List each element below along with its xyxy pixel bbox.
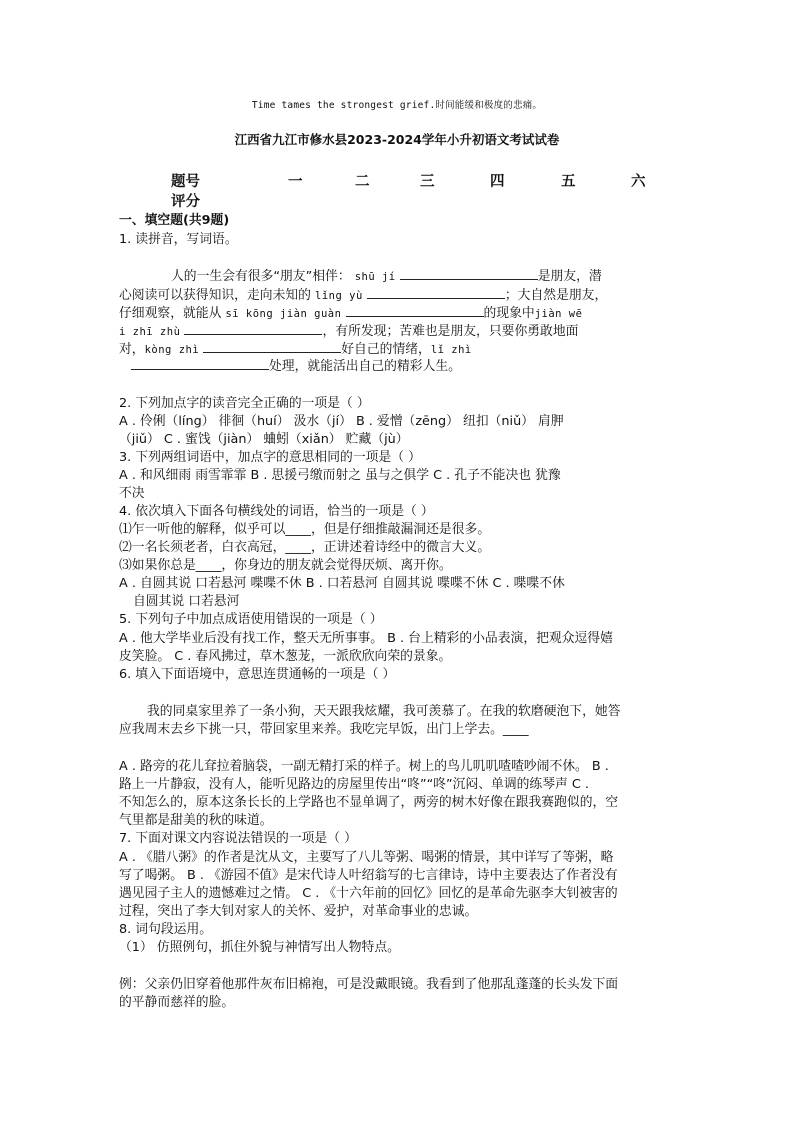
question-7-options-1: A . 《腊八粥》的作者是沈从文，主要写了八儿等粥、喝粥的情景，其中详写了等粥，略 (119, 850, 614, 865)
question-3-options-2: 不决 (119, 486, 145, 501)
question-1-line-1: 人的一生会有很多“朋友”相伴： shū jí 是朋友，潜 (171, 269, 602, 284)
question-5-options-2: 皮笑脸。 C . 春风拂过，草木葱茏，一派欣欣向荣的景象。 (119, 649, 452, 664)
question-8-example-2: 的平静而慈祥的脸。 (119, 995, 235, 1010)
answer-blank[interactable] (203, 340, 341, 353)
question-2-options-1: A . 伶俐（líng） 徘徊（huí） 汲水（jí） B . 爱憎（zēng） 纽扣（niǔ） 肩胛 (119, 414, 564, 429)
question-4-stem: 4. 依次填入下面各句横线处的词语，恰当的一项是（ ） (119, 504, 434, 519)
exam-title: 江西省九江市修水县2023-2024学年小升初语文考试试卷 (234, 132, 560, 147)
question-4-options-2: 自圆其说 口若悬河 (133, 594, 240, 609)
answer-blank[interactable] (400, 267, 538, 280)
question-6-passage-1: 我的同桌家里养了一条小狗，天天跟我炫耀，我可羡慕了。在我的软磨硬泡下，她答 (147, 704, 621, 719)
question-1-stem: 1. 读拼音，写词语。 (119, 232, 238, 247)
question-6-options-3: 不知怎么的，原本这条长长的上学路也不显单调了，两旁的树木好像在跟我赛跑似的，空 (119, 795, 619, 810)
score-col-3: 三 (420, 174, 435, 190)
motto: Time tames the strongest grief.时间能缓和极度的悲痛。 (251, 100, 543, 111)
question-4-sentence-2: ⑵一名长须老者，白衣高冠，____，正讲述着诗经中的微言大义。 (119, 540, 491, 555)
answer-blank[interactable] (346, 304, 484, 317)
question-2-options-2: （jiǔ） C . 蜜饯（jiàn） 蛐蚓（xiǎn） 贮藏（jù） (119, 432, 409, 447)
question-7-options-2: 写了喝粥。 B . 《游园不值》是宋代诗人叶绍翁写的七言律诗，诗中主要表达了作者没有 (119, 868, 618, 883)
question-8-example-1: 例：父亲仍旧穿着他那件灰布旧棉袍，可是没戴眼镜。我看到了他那乱蓬蓬的长头发下面 (119, 977, 619, 992)
score-col-6: 六 (631, 174, 646, 190)
score-col-4: 四 (490, 174, 505, 190)
question-4-sentence-3: ⑶如果你总是____，你身边的朋友就会觉得厌烦、离开你。 (119, 558, 452, 573)
answer-blank[interactable] (184, 322, 322, 335)
question-1-line-3: 仔细观察，就能从 sī kōng jiàn guàn 的现象中jiàn wē (119, 306, 583, 321)
question-1-line-2: 心阅读可以获得知识，走向未知的 lǐng yù ；大自然是朋友， (119, 288, 608, 303)
question-1-line-4: i zhī zhù ，有所发现；苦难也是朋友，只要你勇敢地面 (119, 324, 579, 339)
question-6-options-4: 气里都是甜美的秋的味道。 (119, 813, 273, 828)
question-7-options-4: 过程，突出了李大钊对家人的关怀、爱护，对革命事业的忠诚。 (119, 904, 478, 919)
question-3-options-1: A . 和风细雨 雨雪霏霏 B . 思援弓缴而射之 虽与之俱学 C . 孔子不能决也 犹豫 (119, 468, 561, 483)
question-4-sentence-1: ⑴乍一听他的解释，似乎可以____，但是仔细推敲漏洞还是很多。 (119, 522, 491, 537)
score-col-2: 二 (355, 174, 370, 190)
question-4-options-1: A . 自圆其说 口若悬河 喋喋不休 B . 口若悬河 自圆其说 喋喋不休 C . 喋喋不休 (119, 576, 565, 591)
question-8-stem: 8. 词句段运用。 (119, 922, 213, 937)
answer-blank[interactable] (367, 286, 505, 299)
question-6-options-1: A . 路旁的花儿耷拉着脑袋，一副无精打采的样子。树上的鸟儿叽叽喳喳吵闹不休。 B . (119, 759, 609, 774)
question-2-stem: 2. 下列加点字的读音完全正确的一项是（ ） (119, 396, 370, 411)
question-1-line-6: 处理，就能活出自己的精彩人生。 (131, 357, 461, 375)
question-8-subquestion-1: （1） 仿照例句，抓住外貌与神情写出人物特点。 (119, 940, 400, 955)
question-3-stem: 3. 下列两组词语中，加点字的意思相同的一项是（ ） (119, 450, 421, 465)
question-7-stem: 7. 下面对课文内容说法错误的一项是（ ） (119, 831, 357, 846)
question-6-stem: 6. 填入下面语境中，意思连贯通畅的一项是（ ） (119, 667, 396, 682)
question-6-passage-2: 应我周末去乡下挑一只，带回家里来养。我吃完早饭，出门上学去。____ (119, 722, 529, 737)
question-6-options-2: 路上一片静寂，没有人，能听见路边的房屋里传出“咚”“咚”沉闷、单调的练琴声 C . (119, 777, 589, 792)
score-row-label: 评分 (171, 194, 200, 210)
answer-blank[interactable] (131, 357, 269, 370)
question-5-stem: 5. 下列句子中加点成语使用错误的一项是（ ） (119, 612, 383, 627)
question-7-options-3: 遇见园子主人的遗憾难过之情。 C . 《十六年前的回忆》回忆的是革命先驱李大钊被害的 (119, 886, 618, 901)
section-heading: 一、填空题(共9题) (119, 213, 230, 228)
score-col-1: 一 (288, 174, 303, 190)
question-1-line-5: 对，kòng zhì 好自己的情绪，lǐ zhì (119, 342, 472, 357)
score-col-5: 五 (561, 174, 576, 190)
question-5-options-1: A . 他大学毕业后没有找工作，整天无所事事。 B . 台上精彩的小品表演，把观众逗得嬉 (119, 631, 613, 646)
score-header-label: 题号 (171, 174, 200, 190)
